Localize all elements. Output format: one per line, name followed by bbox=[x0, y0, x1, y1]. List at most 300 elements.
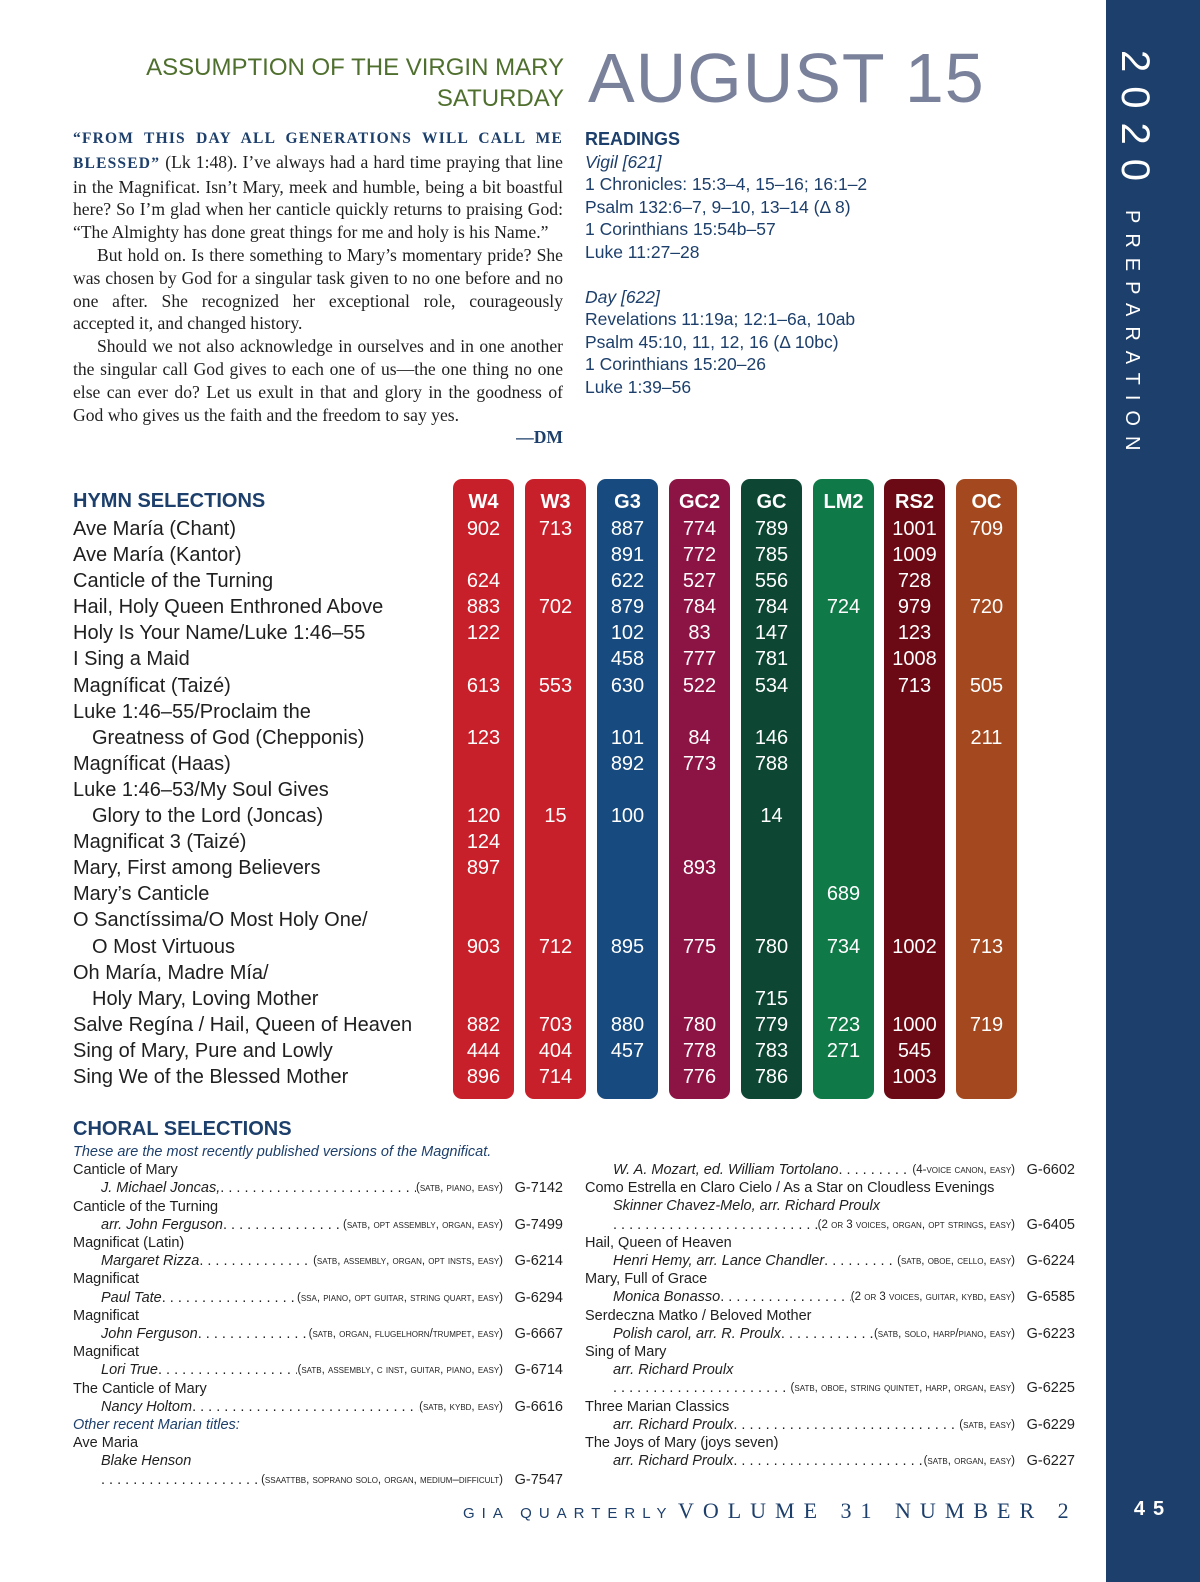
hymn-number bbox=[597, 960, 658, 986]
hymn-number bbox=[956, 960, 1017, 986]
hymn-number: 457 bbox=[610, 1039, 645, 1062]
hymn-number bbox=[884, 751, 945, 777]
choral-voicing: (satb, kybd, easy) bbox=[419, 1400, 503, 1413]
choral-voicing: (2 or 3 voices, guitar, kybd, easy) bbox=[850, 1291, 1015, 1304]
hymn-number bbox=[525, 620, 586, 646]
hymn-number bbox=[813, 542, 874, 568]
hymn-number bbox=[525, 829, 586, 855]
dot-leader bbox=[223, 1216, 343, 1234]
hymn-number bbox=[525, 542, 586, 568]
hymn-number: 786 bbox=[754, 1065, 789, 1088]
hymn-number: 713 bbox=[538, 518, 573, 540]
hymn-number bbox=[956, 646, 1017, 672]
choral-code: G-6224 bbox=[1026, 1253, 1075, 1270]
hymn-number bbox=[597, 699, 658, 725]
hymnal-column-header: GC2 bbox=[678, 491, 721, 513]
hymn-number: 1009 bbox=[892, 544, 937, 567]
hymn-number: 689 bbox=[826, 883, 861, 906]
hymnal-column-header: RS2 bbox=[895, 491, 934, 513]
hymn-title: Luke 1:46–55/Proclaim the bbox=[73, 700, 311, 723]
choral-entry-detail bbox=[73, 1471, 563, 1489]
hymnal-column-g3 bbox=[597, 479, 658, 1099]
hymn-number: 784 bbox=[682, 596, 717, 619]
choral-composer: Nancy Holtom bbox=[101, 1398, 193, 1415]
choral-selections-title: CHORAL SELECTIONS bbox=[73, 1118, 292, 1140]
hymn-number bbox=[525, 986, 586, 1012]
hymn-number bbox=[741, 881, 802, 907]
hymn-title: Greatness of God (Chepponis) bbox=[92, 726, 365, 749]
hymn-number bbox=[525, 751, 586, 777]
choral-title: Magnificat bbox=[73, 1307, 140, 1324]
choral-entry-detail bbox=[585, 1288, 1075, 1306]
choral-composer: Blake Henson bbox=[101, 1453, 192, 1470]
hymn-number bbox=[956, 568, 1017, 594]
hymn-number bbox=[956, 855, 1017, 881]
hymn-number bbox=[813, 960, 874, 986]
hymnal-column-lm2 bbox=[813, 479, 874, 1099]
hymn-number: 774 bbox=[682, 518, 717, 540]
hymn-title: Ave María (Chant) bbox=[73, 518, 237, 540]
hymn-number: 728 bbox=[897, 570, 932, 593]
hymn-number: 773 bbox=[682, 752, 717, 775]
dot-leader bbox=[839, 1161, 913, 1179]
hymn-number: 120 bbox=[466, 805, 501, 828]
choral-code: G-6225 bbox=[1026, 1380, 1075, 1397]
hymn-number bbox=[525, 855, 586, 881]
hymn-number: 709 bbox=[969, 518, 1004, 540]
hymn-number: 895 bbox=[610, 935, 645, 958]
hymn-number: 781 bbox=[754, 648, 789, 671]
hymn-title: Mary’s Canticle bbox=[73, 883, 210, 906]
hymn-number bbox=[956, 986, 1017, 1012]
hymn-title: Ave María (Kantor) bbox=[73, 544, 242, 567]
readings-title: READINGS bbox=[585, 129, 681, 149]
reflection-paragraph-2: But hold on. Is there something to Mary’s momentary pride? She was chosen by God for a singular task given to no one before and no one after. She recognized her exceptional role, courageously accepted it, and changed history. bbox=[73, 244, 563, 334]
feast-name: ASSUMPTION OF THE VIRGIN MARY bbox=[146, 54, 564, 81]
hymnal-column-header: W3 bbox=[540, 491, 571, 513]
hymn-number bbox=[956, 699, 1017, 725]
signature: —DM bbox=[516, 427, 563, 448]
choral-code: G-6294 bbox=[514, 1289, 563, 1306]
choral-list-left bbox=[73, 1143, 563, 1489]
hymn-number bbox=[741, 855, 802, 881]
hymn-number bbox=[525, 881, 586, 907]
hymn-number: 271 bbox=[826, 1039, 861, 1062]
hymn-number bbox=[813, 673, 874, 699]
hymn-number bbox=[669, 960, 730, 986]
choral-entry-detail bbox=[73, 1398, 563, 1416]
choral-entry-detail bbox=[73, 1289, 563, 1307]
choral-title: Ave Maria bbox=[73, 1435, 139, 1452]
choral-voicing: (satb, piano, easy) bbox=[416, 1182, 503, 1195]
choral-title: The Joys of Mary (joys seven) bbox=[585, 1435, 779, 1452]
choral-composer: arr. Richard Proulx bbox=[613, 1362, 734, 1379]
hymn-number bbox=[813, 568, 874, 594]
hymn-title: Canticle of the Turning bbox=[73, 570, 274, 593]
choral-title: Three Marian Classics bbox=[585, 1398, 730, 1415]
hymn-number: 15 bbox=[544, 805, 567, 828]
hymn-number bbox=[453, 960, 514, 986]
reading-item: Revelations 11:19a; 12:1–6a, 10ab bbox=[585, 309, 856, 330]
hymn-number: 1008 bbox=[892, 648, 937, 671]
choral-voicing: (satb, assembly, organ, opt insts, easy) bbox=[313, 1255, 503, 1268]
hymn-number bbox=[597, 986, 658, 1012]
choral-code: G-6405 bbox=[1026, 1216, 1075, 1233]
hymn-number bbox=[884, 777, 945, 803]
hymn-number: 624 bbox=[466, 570, 501, 593]
hymn-number bbox=[669, 907, 730, 933]
hymn-number bbox=[669, 881, 730, 907]
hymn-number bbox=[813, 725, 874, 751]
hymn-number: 122 bbox=[466, 622, 501, 645]
hymnal-column-gc2 bbox=[669, 479, 730, 1099]
choral-code: G-7499 bbox=[514, 1216, 563, 1233]
hymn-number: 534 bbox=[754, 674, 789, 697]
reading-item: Luke 1:39–56 bbox=[585, 376, 692, 397]
readings bbox=[585, 128, 1005, 399]
hymn-number: 789 bbox=[754, 518, 789, 540]
hymn-title: Sing We of the Blessed Mother bbox=[73, 1065, 349, 1088]
hymn-number: 720 bbox=[969, 596, 1004, 619]
choral-composer: arr. Richard Proulx bbox=[613, 1416, 734, 1433]
hymn-number bbox=[525, 777, 586, 803]
choral-entry-detail bbox=[585, 1325, 1075, 1343]
reading-item: Luke 11:27–28 bbox=[585, 241, 700, 262]
hymn-number bbox=[813, 829, 874, 855]
hymn-number: 893 bbox=[682, 857, 717, 880]
hymnal-column-w4 bbox=[453, 479, 514, 1099]
choral-code: G-6714 bbox=[514, 1362, 563, 1379]
dot-leader bbox=[720, 1288, 851, 1306]
choral-entry-detail bbox=[73, 1252, 563, 1270]
hymn-number bbox=[956, 829, 1017, 855]
hymn-number bbox=[741, 699, 802, 725]
hymn-number bbox=[813, 803, 874, 829]
choral-voicing: (satb, solo, harp/piano, easy) bbox=[873, 1327, 1015, 1340]
hymn-number bbox=[453, 881, 514, 907]
day-label: Day [622] bbox=[585, 286, 660, 307]
hymnal-column-header: W4 bbox=[468, 491, 499, 513]
choral-title: Magnificat bbox=[73, 1271, 140, 1288]
hymn-title: Oh María, Madre Mía/ bbox=[73, 961, 269, 984]
dot-leader bbox=[781, 1325, 874, 1343]
choral-composer: Monica Bonasso bbox=[613, 1289, 721, 1306]
hymn-number: 715 bbox=[754, 987, 789, 1010]
choral-voicing: (satb, oboe, string quintet, harp, organ, easy) bbox=[790, 1382, 1015, 1395]
hymn-number: 734 bbox=[826, 935, 861, 958]
hymnal-column-rs2 bbox=[884, 479, 945, 1099]
hymn-number: 777 bbox=[682, 648, 717, 671]
hymn-number: 713 bbox=[969, 935, 1004, 958]
reading-item: 1 Corinthians 15:54b–57 bbox=[585, 219, 776, 240]
hymn-number: 887 bbox=[610, 518, 645, 540]
hymn-number bbox=[453, 907, 514, 933]
hymn-number: 101 bbox=[610, 726, 645, 749]
hymn-number: 784 bbox=[754, 596, 789, 619]
dot-leader bbox=[162, 1289, 297, 1307]
footer bbox=[463, 1498, 1078, 1524]
choral-code: G-6616 bbox=[514, 1398, 563, 1415]
hymn-number: 14 bbox=[760, 805, 783, 828]
hymn-number bbox=[956, 1064, 1017, 1090]
choral-entry-detail bbox=[73, 1361, 563, 1379]
hymn-number: 100 bbox=[610, 805, 645, 828]
hymn-number: 882 bbox=[466, 1013, 501, 1036]
hymn-number bbox=[884, 960, 945, 986]
hymn-number bbox=[956, 881, 1017, 907]
dot-leader bbox=[613, 1216, 818, 1234]
hymn-number: 897 bbox=[466, 857, 501, 880]
hymn-title: Magníficat (Haas) bbox=[73, 752, 231, 775]
choral-voicing: (4-voice canon, easy) bbox=[912, 1164, 1015, 1176]
hymn-number bbox=[884, 881, 945, 907]
hymn-number: 714 bbox=[538, 1065, 573, 1088]
choral-composer: Paul Tate bbox=[101, 1289, 162, 1306]
hymn-number bbox=[525, 568, 586, 594]
hymn-number: 123 bbox=[466, 726, 501, 749]
hymn-list bbox=[73, 516, 453, 1090]
hymn-title: I Sing a Maid bbox=[73, 648, 190, 671]
hymn-number bbox=[813, 777, 874, 803]
dot-leader bbox=[198, 1325, 309, 1343]
hymn-number: 719 bbox=[969, 1013, 1004, 1036]
hymn-number: 723 bbox=[826, 1013, 861, 1036]
hymn-number: 772 bbox=[682, 544, 717, 567]
hymn-number: 712 bbox=[538, 935, 573, 958]
hymn-number: 780 bbox=[682, 1013, 717, 1036]
choral-entry-detail bbox=[585, 1252, 1075, 1270]
hymn-number: 783 bbox=[754, 1039, 789, 1062]
hymn-number bbox=[741, 829, 802, 855]
choral-composer: Henri Hemy, arr. Lance Chandler bbox=[613, 1253, 825, 1270]
dot-leader bbox=[158, 1361, 298, 1379]
hymn-number: 147 bbox=[754, 622, 789, 645]
hymn-number: 545 bbox=[897, 1039, 932, 1062]
choral-code: G-7547 bbox=[514, 1471, 563, 1488]
hymn-number bbox=[669, 829, 730, 855]
hymn-number bbox=[813, 1064, 874, 1090]
choral-title: Como Estrella en Claro Cielo / As a Star on Cloudless Evenings bbox=[585, 1180, 995, 1197]
choral-code: G-6223 bbox=[1026, 1325, 1075, 1342]
hymn-number: 883 bbox=[466, 596, 501, 619]
dot-leader bbox=[733, 1416, 959, 1434]
hymn-number bbox=[525, 646, 586, 672]
hymn-number: 102 bbox=[610, 622, 645, 645]
hymn-number bbox=[453, 986, 514, 1012]
hymn-number bbox=[884, 855, 945, 881]
hymn-number bbox=[669, 986, 730, 1012]
hymn-number bbox=[956, 803, 1017, 829]
hymn-number: 1001 bbox=[892, 518, 937, 540]
hymn-number: 124 bbox=[466, 831, 501, 854]
date-heading: AUGUST 15 bbox=[588, 39, 985, 117]
hymn-number: 896 bbox=[466, 1065, 501, 1088]
hymn-selections-title: HYMN SELECTIONS bbox=[73, 490, 266, 512]
choral-voicing: (satb, easy) bbox=[959, 1418, 1015, 1431]
hymn-number: 979 bbox=[897, 596, 932, 619]
choral-entry-detail bbox=[585, 1452, 1075, 1470]
hymn-number bbox=[956, 777, 1017, 803]
hymn-number: 527 bbox=[682, 570, 717, 593]
hymn-title: Magnificat 3 (Taizé) bbox=[73, 831, 247, 854]
hymn-number bbox=[597, 855, 658, 881]
hymn-title: Hail, Holy Queen Enthroned Above bbox=[73, 596, 384, 619]
hymn-number bbox=[884, 829, 945, 855]
choral-code: G-6602 bbox=[1026, 1162, 1075, 1178]
choral-code: G-6585 bbox=[1026, 1289, 1075, 1306]
hymnal-column-header: OC bbox=[971, 491, 1002, 513]
hymn-number: 775 bbox=[682, 935, 717, 958]
hymn-number: 1000 bbox=[892, 1013, 937, 1036]
reflection bbox=[73, 126, 563, 449]
dot-leader bbox=[220, 1179, 416, 1197]
dot-leader bbox=[824, 1252, 897, 1270]
hymn-number bbox=[813, 907, 874, 933]
choral-composer: John Ferguson bbox=[101, 1326, 198, 1343]
choral-title: Hail, Queen of Heaven bbox=[585, 1234, 732, 1251]
choral-composer: J. Michael Joncas, bbox=[101, 1180, 221, 1197]
choral-voicing: (satb, opt assembly, organ, easy) bbox=[343, 1218, 503, 1231]
choral-entry-detail bbox=[585, 1161, 1075, 1179]
hymn-number: 780 bbox=[754, 935, 789, 958]
hymn-title: Holy Mary, Loving Mother bbox=[92, 987, 319, 1010]
choral-voicing: (satb, organ, flugelhorn/trumpet, easy) bbox=[308, 1328, 503, 1341]
hymn-number bbox=[741, 907, 802, 933]
hymn-number bbox=[813, 620, 874, 646]
choral-title: Serdeczna Matko / Beloved Mother bbox=[585, 1307, 812, 1324]
reading-item: Psalm 45:10, 11, 12, 16 (Δ 10bc) bbox=[585, 331, 839, 352]
hymn-number bbox=[669, 803, 730, 829]
hymn-number bbox=[453, 646, 514, 672]
hymn-number bbox=[597, 907, 658, 933]
hymn-title: Mary, First among Believers bbox=[73, 857, 321, 880]
hymn-number bbox=[813, 751, 874, 777]
hymn-number bbox=[956, 620, 1017, 646]
hymn-title: Sing of Mary, Pure and Lowly bbox=[73, 1039, 333, 1062]
hymnal-column-w3 bbox=[525, 479, 586, 1099]
hymn-title: O Most Virtuous bbox=[92, 935, 236, 958]
choral-voicing: (satb, assembly, c inst, guitar, piano, easy) bbox=[297, 1364, 503, 1377]
hymn-number bbox=[453, 777, 514, 803]
hymn-number bbox=[597, 1064, 658, 1090]
hymn-number: 902 bbox=[466, 518, 501, 540]
hymn-number bbox=[813, 699, 874, 725]
choral-code: G-6229 bbox=[1026, 1416, 1075, 1433]
hymn-number: 522 bbox=[682, 674, 717, 697]
hymn-number: 404 bbox=[538, 1039, 573, 1062]
hymnal-column-gc bbox=[741, 479, 802, 1099]
hymn-number: 776 bbox=[682, 1065, 717, 1088]
hymn-number: 788 bbox=[754, 752, 789, 775]
hymn-number bbox=[813, 855, 874, 881]
choral-note: These are the most recently published versions of the Magnificat. bbox=[73, 1144, 492, 1160]
choral-title: Canticle of the Turning bbox=[73, 1198, 219, 1215]
choral-composer: Lori True bbox=[101, 1362, 158, 1379]
hymn-title: Magníficat (Taizé) bbox=[73, 674, 231, 697]
hymn-number bbox=[597, 777, 658, 803]
hymn-number: 630 bbox=[610, 674, 645, 697]
footer-volume: VOLUME 31 NUMBER 2 bbox=[677, 1498, 1078, 1523]
hymn-title: Glory to the Lord (Joncas) bbox=[92, 805, 324, 828]
sidebar-label: PREPARATION bbox=[1121, 210, 1143, 461]
hymn-number bbox=[597, 829, 658, 855]
hymn-number bbox=[525, 960, 586, 986]
page-number: 45 bbox=[1133, 1498, 1173, 1520]
hymn-number: 622 bbox=[610, 570, 645, 593]
hymn-number bbox=[669, 777, 730, 803]
choral-entry-detail bbox=[585, 1216, 1075, 1234]
hymn-number bbox=[453, 542, 514, 568]
dot-leader bbox=[192, 1398, 419, 1416]
hymn-number bbox=[884, 907, 945, 933]
hymn-number: 778 bbox=[682, 1039, 717, 1062]
hymn-number bbox=[884, 986, 945, 1012]
choral-composer: W. A. Mozart, ed. William Tortolano bbox=[613, 1162, 839, 1178]
choral-list-right bbox=[585, 1161, 1075, 1470]
reflection-p1-text: (Lk 1:48). I’ve always had a hard time praying that line in the Magnificat. Isn’t Mary, meek and humble, being a bit boastful here? So I’m glad when her canticle quickly returns to praising God: “The Almighty has done great things for me and holy is his Name.” bbox=[73, 151, 563, 243]
reflection-paragraph-1 bbox=[73, 126, 563, 244]
choral-entry-detail bbox=[73, 1179, 563, 1197]
hymn-number bbox=[813, 516, 874, 542]
hymnal-column-header: GC bbox=[756, 491, 787, 513]
hymn-number bbox=[813, 646, 874, 672]
choral-title: Sing of Mary bbox=[585, 1344, 667, 1361]
hymn-number bbox=[884, 725, 945, 751]
hymn-number: 505 bbox=[969, 674, 1004, 697]
hymn-number: 891 bbox=[610, 544, 645, 567]
reading-item: 1 Chronicles: 15:3–4, 15–16; 16:1–2 bbox=[585, 174, 868, 195]
choral-composer: Polish carol, arr. R. Proulx bbox=[613, 1325, 781, 1342]
choral-composer: arr. Richard Proulx bbox=[613, 1453, 734, 1470]
choral-voicing: (ssaattbb, soprano solo, organ, medium–difficult) bbox=[261, 1473, 503, 1486]
hymn-title: O Sanctíssima/O Most Holy One/ bbox=[73, 909, 368, 932]
choral-composer: arr. John Ferguson bbox=[101, 1216, 223, 1233]
choral-composer: Skinner Chavez-Melo, arr. Richard Proulx bbox=[613, 1198, 881, 1215]
hymn-number: 702 bbox=[538, 596, 573, 619]
choral-composer: Margaret Rizza bbox=[101, 1253, 200, 1270]
choral-title: Magnificat bbox=[73, 1344, 140, 1361]
choral-entry-detail bbox=[585, 1379, 1075, 1397]
dot-leader bbox=[199, 1252, 313, 1270]
hymnal-column-oc bbox=[956, 479, 1017, 1099]
choral-voicing: (2 or 3 voices, organ, opt strings, easy) bbox=[817, 1218, 1015, 1231]
hymn-number: 879 bbox=[610, 596, 645, 619]
choral-title: Canticle of Mary bbox=[73, 1162, 178, 1179]
hymn-number bbox=[956, 751, 1017, 777]
hymn-number: 553 bbox=[538, 674, 573, 697]
hymn-number bbox=[956, 1038, 1017, 1064]
hymn-number bbox=[525, 725, 586, 751]
hymn-number bbox=[453, 699, 514, 725]
feast-title bbox=[146, 52, 564, 114]
choral-code: G-6214 bbox=[514, 1253, 563, 1270]
hymn-number bbox=[669, 699, 730, 725]
dot-leader bbox=[613, 1379, 791, 1397]
choral-subheading: Other recent Marian titles: bbox=[73, 1417, 240, 1434]
hymn-number bbox=[956, 542, 1017, 568]
dot-leader bbox=[101, 1471, 261, 1489]
choral-voicing: (satb, organ, easy) bbox=[923, 1455, 1015, 1468]
hymn-number: 724 bbox=[826, 596, 861, 619]
hymn-number: 444 bbox=[466, 1039, 501, 1062]
hymn-number: 703 bbox=[538, 1013, 573, 1036]
hymn-title: Holy Is Your Name/Luke 1:46–55 bbox=[73, 622, 366, 645]
hymn-number: 146 bbox=[754, 726, 789, 749]
hymn-number: 458 bbox=[610, 648, 645, 671]
hymnal-column-header: LM2 bbox=[823, 491, 864, 513]
hymn-number: 613 bbox=[466, 674, 501, 697]
hymn-number: 779 bbox=[754, 1013, 789, 1036]
